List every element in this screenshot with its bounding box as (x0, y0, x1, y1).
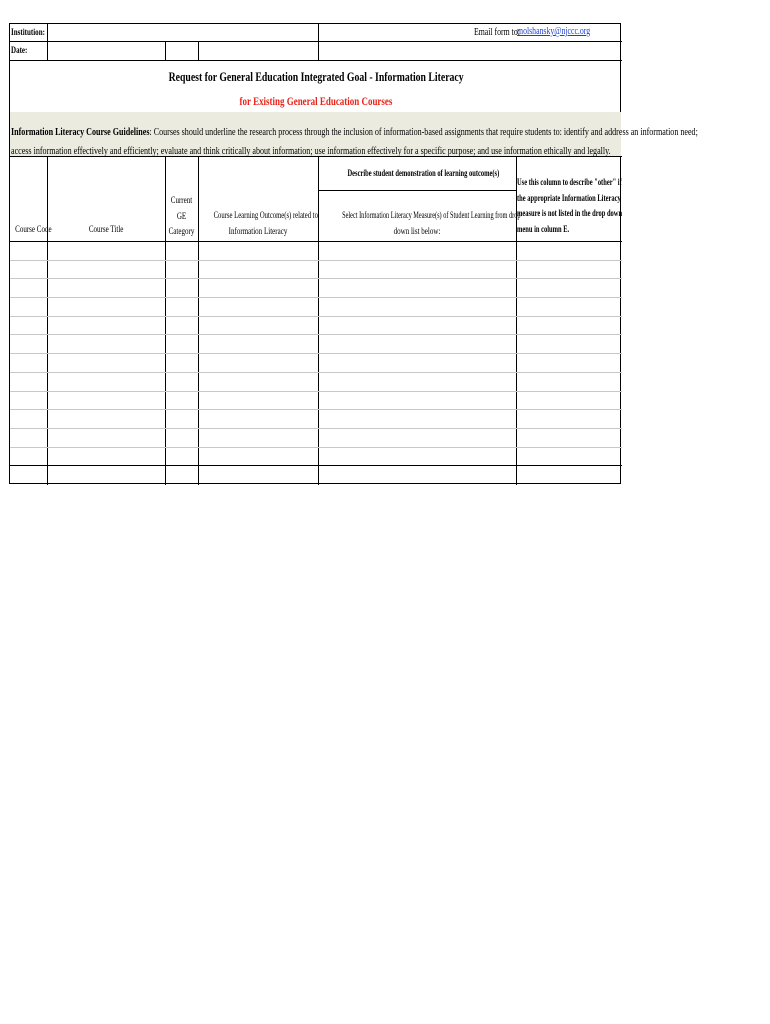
cell-other[interactable] (516, 409, 622, 428)
cell-course-title[interactable] (47, 391, 165, 410)
cell-measure[interactable] (318, 241, 516, 260)
cell-course-code[interactable] (10, 316, 47, 335)
cell-ge-category[interactable] (165, 428, 198, 447)
cell-ge-category[interactable] (165, 297, 198, 316)
institution-input[interactable] (47, 24, 318, 41)
cell-course-title[interactable] (47, 278, 165, 297)
table-row (10, 372, 622, 391)
cell-outcomes[interactable] (198, 353, 318, 372)
cell-other[interactable] (516, 297, 622, 316)
col-describe-wrap (318, 168, 516, 178)
table-row (10, 447, 622, 466)
form-sheet (9, 23, 698, 484)
col-select-line1: Select Information Literacy Measure(s) of Student Learning from drop (342, 210, 521, 220)
cell-other[interactable] (516, 316, 622, 335)
date-label: Date: (11, 45, 28, 55)
cell-course-title[interactable] (47, 260, 165, 279)
cell-ge-category[interactable] (165, 409, 198, 428)
cell-ge-category[interactable] (165, 447, 198, 466)
cell-outcomes[interactable] (198, 241, 318, 260)
table-row (10, 391, 622, 410)
cell-other[interactable] (516, 428, 622, 447)
cell-measure[interactable] (318, 391, 516, 410)
col-describe: Describe student demonstration of learning outcome(s) (347, 168, 500, 178)
form-title-wrap (10, 70, 622, 85)
cell-outcomes[interactable] (198, 428, 318, 447)
cell-course-code[interactable] (10, 447, 47, 466)
guidelines-line1: : Courses should underline the research process through the inclusion of information-based assignments that require students to: identify and address an information need; (149, 127, 698, 138)
guidelines-line2: access information effectively and efficiently; evaluate and think critically about information; use information effectively for a specific purpose; and use information ethically and legally. (11, 146, 611, 157)
col-ge-line2: GE (176, 210, 187, 221)
col-outcomes-wrap (198, 208, 318, 239)
col-other-wrap (517, 175, 622, 237)
cell-course-code[interactable] (10, 260, 47, 279)
cell-ge-category[interactable] (165, 335, 198, 354)
cell-other[interactable] (516, 241, 622, 260)
cell-course-title[interactable] (47, 335, 165, 354)
table-row (10, 260, 622, 279)
cell-other[interactable] (516, 391, 622, 410)
col-other-line2: the appropriate Information Literacy (517, 192, 621, 203)
email-prefix: Email form to: (474, 27, 520, 38)
cell-course-code[interactable] (10, 372, 47, 391)
cell-course-title[interactable] (47, 353, 165, 372)
cell-course-title[interactable] (47, 372, 165, 391)
cell-other[interactable] (516, 260, 622, 279)
col-select-line2: down list below: (393, 225, 441, 236)
cell-course-code[interactable] (10, 409, 47, 428)
cell-outcomes[interactable] (198, 335, 318, 354)
email-link[interactable]: molshansky@njccc.org (517, 26, 591, 37)
cell-other[interactable] (516, 335, 622, 354)
cell-other[interactable] (516, 372, 622, 391)
col-ge-line3: Category (168, 226, 195, 236)
cell-course-code[interactable] (10, 335, 47, 354)
cell-course-title[interactable] (47, 409, 165, 428)
cell-course-code[interactable] (10, 278, 47, 297)
cell-outcomes[interactable] (198, 447, 318, 466)
cell-outcomes[interactable] (198, 409, 318, 428)
cell-measure[interactable] (318, 372, 516, 391)
col-ge-line1: Current (170, 195, 193, 205)
col-course-title-wrap (47, 224, 165, 234)
form-subtitle-wrap (10, 96, 622, 108)
col-other-line4: menu in column E. (517, 223, 570, 234)
table-row (10, 316, 622, 335)
cell-course-title[interactable] (47, 428, 165, 447)
email-prefix-cell (318, 24, 520, 41)
cell-ge-category[interactable] (165, 353, 198, 372)
cell-course-title[interactable] (47, 297, 165, 316)
cell-measure[interactable] (318, 409, 516, 428)
col-course-code-wrap (10, 224, 52, 234)
cell-other[interactable] (516, 353, 622, 372)
col-ge-wrap (165, 193, 198, 240)
cell-ge-category[interactable] (165, 278, 198, 297)
cell-measure[interactable] (318, 278, 516, 297)
col-other-line3: measure is not listed in the drop down (517, 208, 623, 218)
cell-outcomes[interactable] (198, 260, 318, 279)
cell-measure[interactable] (318, 316, 516, 335)
cell-ge-category[interactable] (165, 316, 198, 335)
cell-ge-category[interactable] (165, 260, 198, 279)
cell-course-code[interactable] (10, 241, 47, 260)
guidelines-heading: Information Literacy Course Guidelines (11, 127, 150, 138)
cell-outcomes[interactable] (198, 316, 318, 335)
table-row (10, 297, 622, 316)
cell-course-code[interactable] (10, 391, 47, 410)
cell-course-code[interactable] (10, 297, 47, 316)
form-subtitle: for Existing General Education Courses (239, 96, 393, 108)
cell-measure[interactable] (318, 428, 516, 447)
cell-outcomes[interactable] (198, 391, 318, 410)
cell-ge-category[interactable] (165, 391, 198, 410)
cell-ge-category[interactable] (165, 372, 198, 391)
email-link-wrap (517, 26, 611, 37)
cell-course-title[interactable] (47, 447, 165, 466)
cell-course-code[interactable] (10, 353, 47, 372)
cell-other[interactable] (516, 447, 622, 466)
cell-measure[interactable] (318, 353, 516, 372)
col-select-wrap (310, 208, 524, 239)
col-course-code: Course Code (15, 224, 52, 234)
cell-ge-category[interactable] (165, 241, 198, 260)
cell-measure[interactable] (318, 335, 516, 354)
table-row (10, 335, 622, 354)
table-row (10, 409, 622, 428)
table-row (10, 241, 622, 260)
table-row (10, 353, 622, 372)
cell-course-code[interactable] (10, 428, 47, 447)
cell-measure[interactable] (318, 297, 516, 316)
institution-label: Institution: (11, 27, 45, 37)
table-row (10, 278, 622, 297)
cell-other[interactable] (516, 278, 622, 297)
cell-outcomes[interactable] (198, 372, 318, 391)
table-row (10, 428, 622, 447)
cell-measure[interactable] (318, 260, 516, 279)
cell-outcomes[interactable] (198, 297, 318, 316)
cell-outcomes[interactable] (198, 278, 318, 297)
col-outcomes-line1: Course Learning Outcome(s) related to (213, 210, 318, 220)
date-input[interactable] (47, 42, 165, 60)
cell-course-title[interactable] (47, 316, 165, 335)
cell-course-title[interactable] (47, 241, 165, 260)
col-outcomes-line2: Information Literacy (228, 225, 288, 236)
col-other-line1: Use this column to describe "other" if (517, 177, 622, 187)
col-course-title: Course Title (88, 224, 124, 234)
form-title: Request for General Education Integrated Goal - Information Literacy (168, 70, 464, 84)
cell-measure[interactable] (318, 447, 516, 466)
